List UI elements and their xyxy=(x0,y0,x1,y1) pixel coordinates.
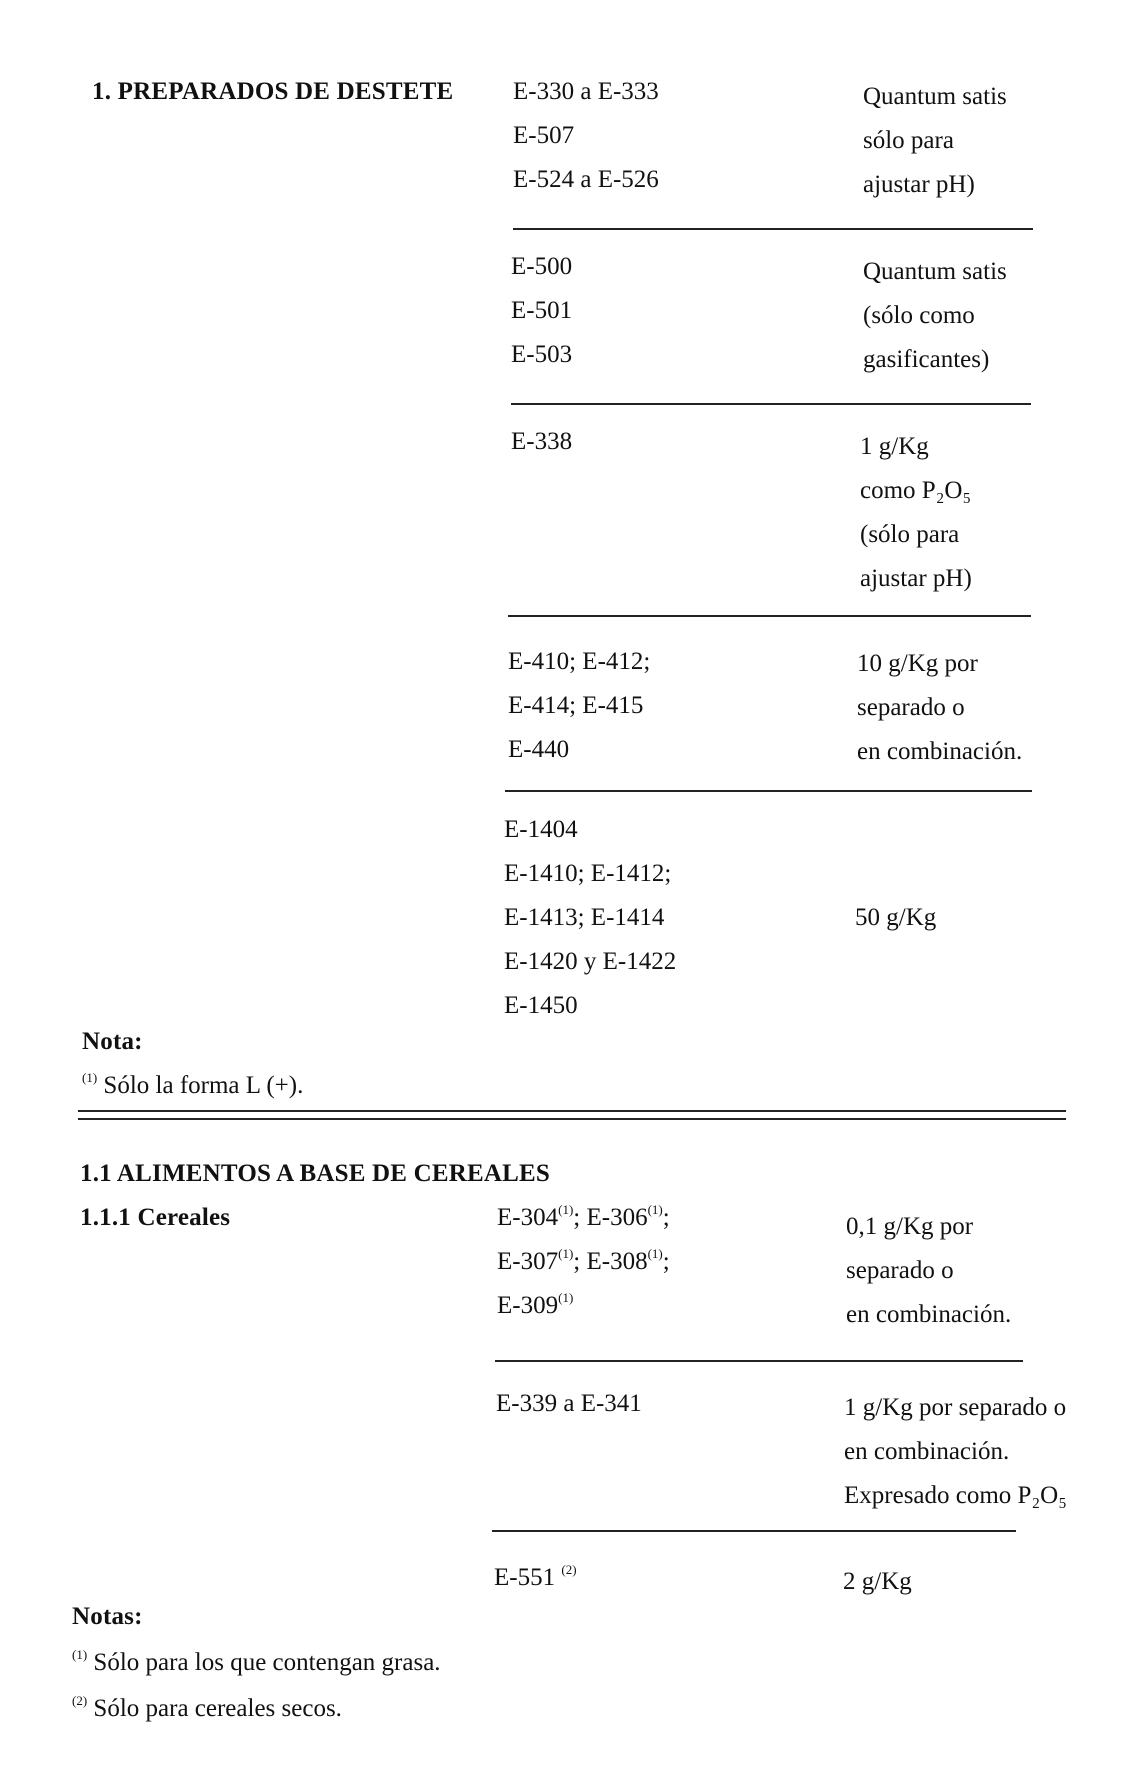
limit-line: 2 g/Kg xyxy=(843,1568,912,1595)
codes-group-4 xyxy=(508,640,650,772)
row-divider xyxy=(495,1360,1023,1362)
limit-line: Quantum satis xyxy=(863,258,1007,285)
limit-group-7 xyxy=(844,1386,1067,1518)
footnote-1 xyxy=(82,1064,303,1108)
row-divider xyxy=(508,615,1031,617)
limit-line: en combinación. xyxy=(846,1301,1012,1328)
limit-line: Quantum satis xyxy=(863,83,1007,110)
limit-line: gasificantes) xyxy=(863,346,990,373)
row-divider xyxy=(513,228,1033,230)
limit-group-8 xyxy=(843,1560,912,1604)
limit-line: 50 g/Kg xyxy=(855,904,937,931)
code-line: E-339 a E-341 xyxy=(496,1390,642,1417)
footnote-mark: (1) xyxy=(82,1069,98,1085)
section-title-preparados: 1. PREPARADOS DE DESTETE xyxy=(92,78,454,105)
limit-line: Expresado como P₂O₅ xyxy=(844,1482,1067,1509)
notes-title: Notas: xyxy=(72,1603,143,1630)
code-line: E-524 a E-526 xyxy=(513,166,659,193)
limit-line: sólo para xyxy=(863,127,954,154)
code-line: E-414; E-415 xyxy=(508,692,644,719)
limit-line: (sólo como xyxy=(863,302,975,329)
code-line: E-338 xyxy=(511,428,573,455)
limit-line: como P₂O₅ xyxy=(860,477,972,504)
code-line: E-410; E-412; xyxy=(508,648,651,675)
code-line: E-440 xyxy=(508,736,570,763)
footnote-text: Sólo para cereales secos. xyxy=(93,1695,342,1722)
code-line: E-1450 xyxy=(504,992,578,1019)
limit-line: 10 g/Kg por xyxy=(857,650,978,677)
subsection-title-cereales: 1.1.1 Cereales xyxy=(80,1204,231,1231)
limit-line: separado o xyxy=(846,1257,954,1284)
codes-group-3 xyxy=(511,420,572,464)
limit-group-4 xyxy=(857,642,1022,774)
footnote-mark: (1) xyxy=(72,1646,88,1662)
footnote-text: Sólo para los que contengan grasa. xyxy=(93,1649,441,1676)
codes-group-7 xyxy=(496,1382,642,1426)
code-line: E-503 xyxy=(511,341,573,368)
section-title-cereales: 1.1 ALIMENTOS A BASE DE CEREALES xyxy=(80,1160,550,1187)
code-line: E-307$^{(1)}$; E-308$^{(1)}$; xyxy=(497,1245,670,1275)
row-divider xyxy=(511,403,1031,405)
limit-line: ajustar pH) xyxy=(863,171,975,198)
code-line: E-501 xyxy=(511,297,573,324)
footnote-mark: (2) xyxy=(72,1692,88,1708)
code-line: E-309$^{(1)}$ xyxy=(497,1289,574,1319)
footnote-1 xyxy=(72,1641,441,1685)
code-line: E-551 $^{(2)}$ xyxy=(494,1561,577,1591)
code-line: E-1413; E-1414 xyxy=(504,904,665,931)
code-line: E-500 xyxy=(511,253,573,280)
limit-group-2 xyxy=(863,250,1007,382)
limit-line: 1 g/Kg por separado o xyxy=(844,1394,1067,1421)
codes-group-8 xyxy=(494,1556,577,1600)
code-line: E-330 a E-333 xyxy=(513,78,659,105)
footnote-text: Sólo la forma L (+). xyxy=(103,1072,304,1099)
code-line: E-1420 y E-1422 xyxy=(504,948,677,975)
limit-group-3 xyxy=(860,425,972,601)
code-line: E-507 xyxy=(513,122,575,149)
limit-group-6 xyxy=(846,1205,1011,1337)
row-divider xyxy=(492,1530,1016,1532)
code-line: E-304$^{(1)}$; E-306$^{(1)}$; xyxy=(497,1201,670,1231)
codes-group-6 xyxy=(497,1196,670,1328)
limit-line: separado o xyxy=(857,694,965,721)
code-line: E-1404 xyxy=(504,816,578,843)
limit-group-5 xyxy=(855,896,936,940)
limit-line: en combinación. xyxy=(844,1438,1010,1465)
limit-line: (sólo para xyxy=(860,521,960,548)
limit-line: ajustar pH) xyxy=(860,565,972,592)
note-title: Nota: xyxy=(82,1028,143,1055)
limit-line: 1 g/Kg xyxy=(860,433,929,460)
code-line: E-1410; E-1412; xyxy=(504,860,672,887)
codes-group-1 xyxy=(513,70,659,202)
codes-group-5 xyxy=(504,808,676,1028)
limit-line: en combinación. xyxy=(857,738,1023,765)
limit-line: 0,1 g/Kg por xyxy=(846,1213,974,1240)
codes-group-2 xyxy=(511,245,572,377)
section-double-rule xyxy=(78,1110,1066,1120)
row-divider xyxy=(505,790,1032,792)
footnote-2 xyxy=(72,1687,342,1731)
limit-group-1 xyxy=(863,75,1007,207)
